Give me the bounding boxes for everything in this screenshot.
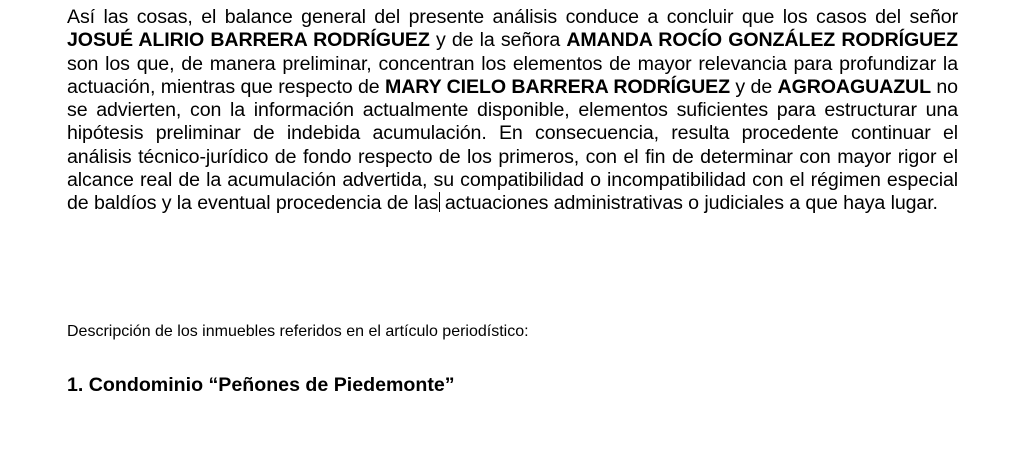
paragraph-text: Así las cosas, el balance general del presente análisis conduce a concluir que los casos del señor <box>67 6 958 28</box>
body-paragraph[interactable] <box>67 6 958 216</box>
description-line: Descripción de los inmuebles referidos en el artículo periodístico: <box>67 323 529 340</box>
company-name: AGROAGUAZUL <box>777 75 931 98</box>
paragraph-text: actuaciones administrativas o judiciales a que haya lugar. <box>439 192 938 215</box>
paragraph-text: y de <box>730 75 778 98</box>
section-heading: 1. Condominio “Peñones de Piedemonte” <box>67 374 455 396</box>
person-name: JOSUÉ ALIRIO BARRERA RODRÍGUEZ <box>67 29 430 52</box>
person-name: MARY CIELO BARRERA RODRÍGUEZ <box>385 75 731 98</box>
paragraph-text: no se advierten, con la información actualmente disponible, elementos suficientes para estructurar una hipótesis preliminar de indebida acumulación. En consecuencia, resulta procedente continuar el análisis técnico-jurídico de fondo respecto de los primeros, con el fin de determinar con mayor rigor el alcance real de la acumulación advertida, su compatibilidad o incompatibilidad con el régimen especial de baldíos y la eventual procedencia de las <box>67 75 958 215</box>
person-name: AMANDA ROCÍO GONZÁLEZ RODRÍGUEZ <box>566 29 959 52</box>
paragraph-text: y de la señora <box>429 29 567 52</box>
paragraph-text: son los que, de manera preliminar, concentran los elementos de mayor relevancia para profundizar la actuación, mientras que respecto de <box>67 52 958 98</box>
